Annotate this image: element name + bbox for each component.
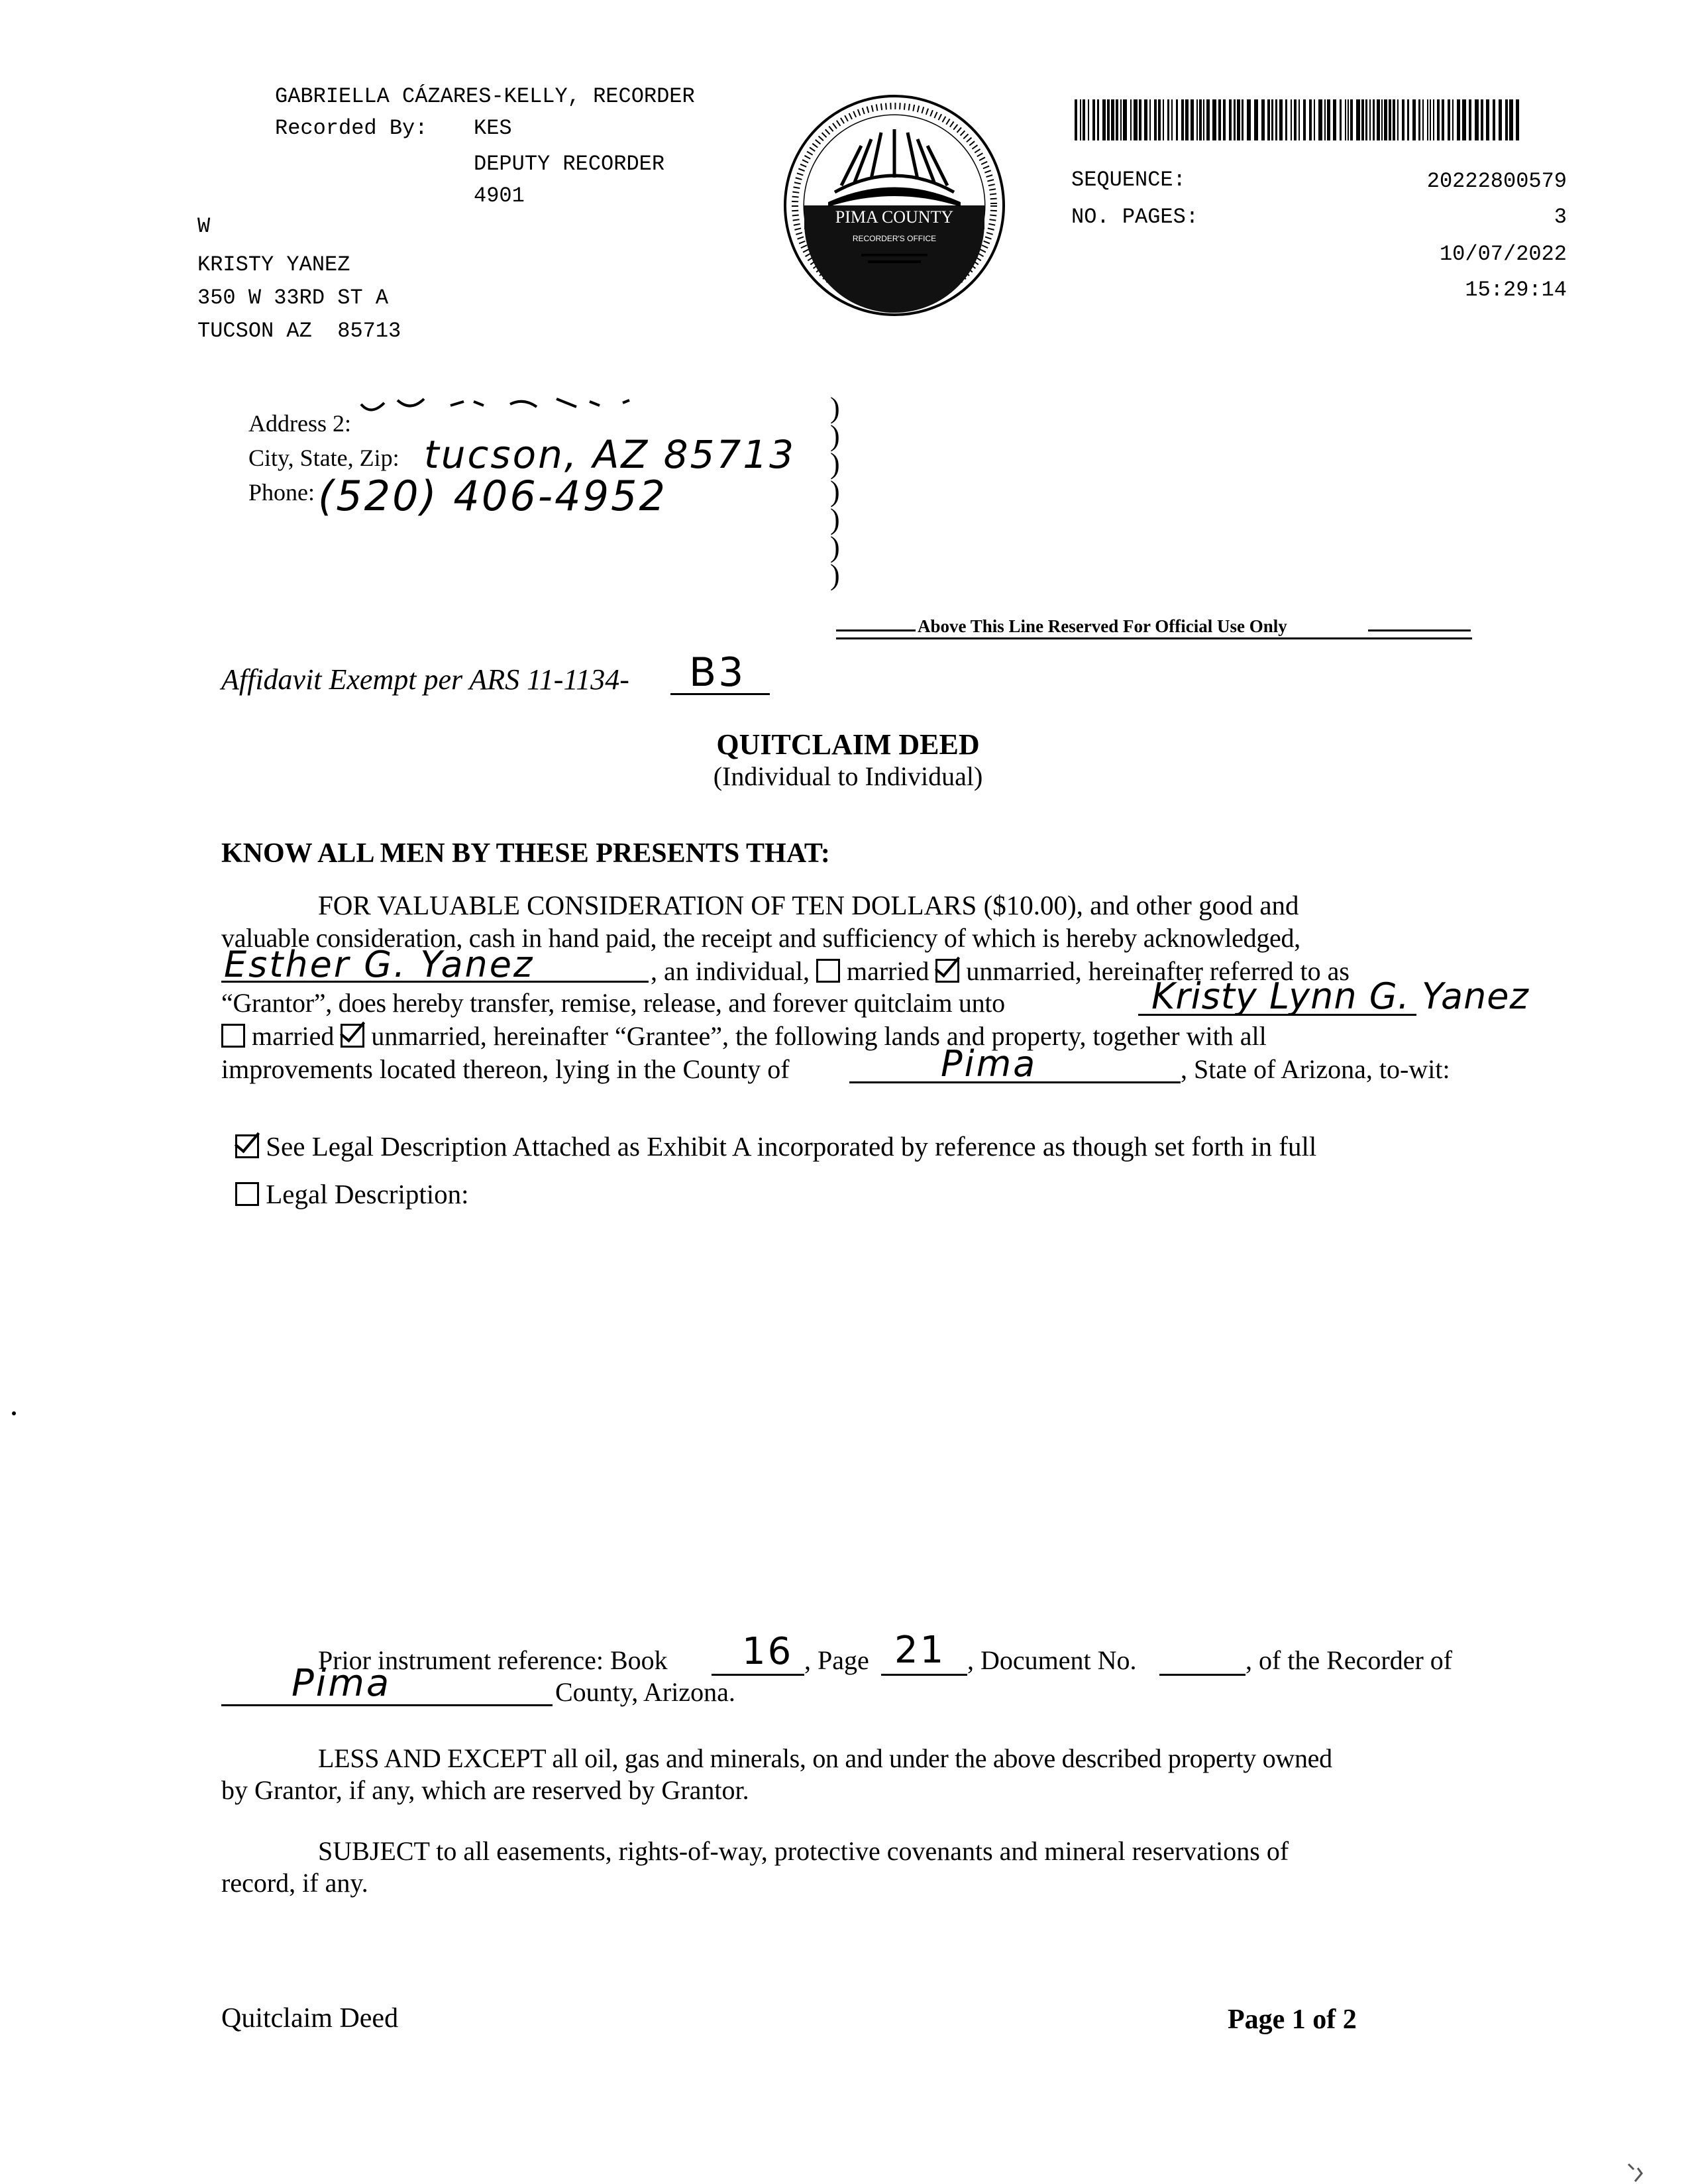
body-line-6: improvements located thereon, lying in the County of (221, 1054, 790, 1084)
footer-page-number: Page 1 of 2 (1228, 2004, 1357, 2035)
grantee-unmarried-text: unmarried, hereinafter “Grantee”, the following lands and property, together with all (371, 1021, 1267, 1051)
document-subtitle: (Individual to Individual) (713, 761, 983, 791)
barcode-bar (1206, 99, 1210, 140)
address2-label: Address 2: (248, 410, 351, 437)
barcode-bar (1080, 99, 1081, 140)
grantor-name: Esther G. Yanez (224, 944, 535, 985)
barcode-bar (1516, 99, 1519, 140)
seal-text-top: PIMA COUNTY (835, 207, 954, 227)
barcode-bar (1340, 99, 1342, 140)
know-all-heading: KNOW ALL MEN BY THESE PRESENTS THAT: (221, 838, 830, 869)
barcode-bar (1462, 99, 1466, 140)
phone-label: Phone: (248, 479, 315, 506)
barcode-bar (1185, 99, 1189, 140)
barcode-bar (1092, 99, 1095, 140)
barcode-bar (1381, 99, 1383, 140)
body-line-1: FOR VALUABLE CONSIDERATION OF TEN DOLLARS ($10.00), and other good and (318, 890, 1299, 920)
body-line-2: valuable consideration, cash in hand paid, the receipt and sufficiency of which is hereby acknowledged, (221, 923, 1300, 953)
page-value: 21 (894, 1629, 946, 1672)
grantor-married-checkbox[interactable] (816, 959, 840, 983)
barcode-bar (1247, 99, 1251, 140)
barcode-bar (1171, 99, 1173, 140)
prior-label: Prior instrument reference: Book (318, 1645, 668, 1675)
barcode-bar (1083, 99, 1085, 140)
barcode-bar (1191, 99, 1194, 140)
legal-option-1 (235, 1130, 1316, 1162)
barcode-bar (1199, 99, 1202, 140)
barcode-bar (1333, 99, 1336, 140)
barcode-bar (1154, 99, 1157, 140)
document-title: QUITCLAIM DEED (716, 728, 980, 761)
barcode-bar (1481, 99, 1483, 140)
grantee-name: Kristy Lynn G. Yanez (1151, 975, 1529, 1017)
recorder-name: GABRIELLA CÁZARES-KELLY, RECORDER (275, 84, 695, 109)
individual-text: , an individual, (651, 956, 810, 986)
barcode-bar (1097, 99, 1099, 140)
barcode-bar (1116, 99, 1118, 140)
barcode-bar (1389, 99, 1391, 140)
less-line-2: by Grantor, if any, which are reserved by Grantor. (221, 1775, 749, 1805)
barcode-bar (1075, 99, 1077, 140)
barcode-bar (1149, 99, 1151, 140)
barcode-bar (1291, 99, 1292, 140)
recorded-by-label: Recorded By: (275, 116, 428, 140)
deputy-title: DEPUTY RECORDER (474, 152, 665, 176)
phone-value: (520) 406-4952 (318, 472, 667, 520)
barcode-bar (1350, 99, 1353, 140)
affidavit-underline (670, 693, 770, 695)
body-line-4: “Grantor”, does hereby transfer, remise, release, and forever quitclaim unto (221, 988, 1005, 1018)
barcode-bar (1107, 99, 1110, 140)
barcode-bar (1196, 99, 1198, 140)
barcode-bar (1163, 99, 1164, 140)
barcode-bar (1234, 99, 1236, 140)
barcode-bar (1102, 99, 1106, 140)
pages-value: 3 (1554, 205, 1567, 229)
return-city (197, 315, 401, 347)
barcode (1075, 99, 1525, 140)
county-value: Pima (941, 1043, 1037, 1085)
csz-label: City, State, Zip: (248, 445, 399, 471)
barcode-bar (1369, 99, 1371, 140)
affidavit-label: Affidavit Exempt per ARS 11-1134- (221, 663, 629, 696)
grantor-married-label: married (846, 956, 929, 986)
grantor-unmarried-checkbox[interactable] (935, 959, 959, 983)
legal-attached-checkbox[interactable] (235, 1134, 259, 1158)
barcode-bar (1324, 99, 1326, 140)
grantee-married-label: married (252, 1021, 335, 1051)
barcode-bar (1430, 99, 1431, 140)
barcode-bar (1505, 99, 1508, 140)
barcode-bar (1279, 99, 1283, 140)
barcode-bar (1134, 99, 1138, 140)
doc-underline (1159, 1674, 1246, 1676)
grantee-unmarried-checkbox[interactable] (341, 1024, 364, 1048)
sequence-label: SEQUENCE: (1071, 168, 1186, 192)
right-parens: ) ) ) ) ) ) ) (830, 392, 840, 591)
reserved-rule-left (836, 629, 916, 631)
barcode-bar (1448, 99, 1450, 140)
barcode-bar (1123, 99, 1127, 140)
barcode-bar (1144, 99, 1147, 140)
sequence-value: 20222800579 (1426, 169, 1567, 193)
reserved-rule (836, 637, 1472, 639)
body-line-5 (221, 1020, 1267, 1052)
barcode-bar (1261, 99, 1265, 140)
barcode-bar (1294, 99, 1297, 140)
legal-option-2 (235, 1178, 469, 1210)
reserved-line-text: Above This Line Reserved For Official Use Only (918, 616, 1287, 636)
barcode-bar (1212, 99, 1216, 140)
subject-line-1: SUBJECT to all easements, rights-of-way, protective covenants and mineral reservations of (318, 1836, 1289, 1866)
return-name: KRISTY YANEZ (197, 252, 350, 277)
barcode-bar (1120, 99, 1122, 140)
barcode-bar (1427, 99, 1428, 140)
barcode-bar (1111, 99, 1114, 140)
barcode-bar (1303, 99, 1306, 140)
prior-county-value: Pima (292, 1662, 392, 1705)
barcode-bar (1457, 99, 1460, 140)
barcode-bar (1285, 99, 1287, 140)
w-mark: W (197, 214, 211, 239)
legal-description-checkbox[interactable] (235, 1182, 259, 1206)
barcode-bar (1433, 99, 1434, 140)
barcode-bar (1318, 99, 1322, 140)
of-recorder-label: , of the Recorder of (1246, 1645, 1453, 1675)
barcode-bar (1356, 99, 1360, 140)
return-street: 350 W 33RD ST A (197, 286, 389, 310)
legal-attached-label: See Legal Description Attached as Exhibit A incorporated by reference as though set forth in full (266, 1131, 1317, 1162)
barcode-bar (1254, 99, 1258, 140)
footer-left: Quitclaim Deed (221, 2003, 399, 2034)
page-underline (881, 1674, 967, 1676)
return-zip: 85713 (337, 319, 401, 343)
barcode-bar (1373, 99, 1375, 140)
grantee-underline (1138, 1014, 1416, 1016)
subject-line-2: record, if any. (221, 1868, 368, 1898)
csz-value: tucson, AZ 85713 (424, 432, 796, 477)
barcode-bar (1203, 99, 1204, 140)
barcode-bar (1167, 99, 1169, 140)
barcode-bar (1407, 99, 1409, 140)
recorded-by-value: KES (474, 116, 512, 140)
barcode-bar (1499, 99, 1502, 140)
barcode-bar (1422, 99, 1424, 140)
barcode-bar (1469, 99, 1471, 140)
less-line-1: LESS AND EXCEPT all oil, gas and minerals, on and under the above described property owned (318, 1743, 1332, 1773)
barcode-bar (1223, 99, 1226, 140)
recording-time: 15:29:14 (1465, 278, 1567, 302)
grantor-unmarried-text: unmarried, hereinafter referred to as (966, 956, 1350, 986)
body-line-6-state: , State of Arizona, to-wit: (1181, 1054, 1450, 1084)
grantee-married-checkbox[interactable] (221, 1024, 245, 1048)
barcode-bar (1348, 99, 1349, 140)
return-city-text: TUCSON AZ (197, 319, 312, 343)
deputy-number: 4901 (474, 184, 525, 208)
barcode-bar (1452, 99, 1454, 140)
barcode-bar (1397, 99, 1399, 140)
barcode-bar (1377, 99, 1380, 140)
barcode-bar (1271, 99, 1273, 140)
seal-text-bottom: RECORDER'S OFFICE (852, 234, 937, 243)
barcode-bar (1345, 99, 1346, 140)
legal-description-label: Legal Description: (266, 1179, 469, 1209)
barcode-bar (1088, 99, 1089, 140)
barcode-bar (1384, 99, 1387, 140)
barcode-bar (1237, 99, 1240, 140)
barcode-bar (1402, 99, 1404, 140)
corner-mark (1622, 2160, 1648, 2184)
barcode-bar (1486, 99, 1489, 140)
barcode-bar (1130, 99, 1132, 140)
recording-date: 10/07/2022 (1439, 242, 1567, 266)
barcode-bar (1442, 99, 1444, 140)
page-label: , Page (804, 1645, 869, 1675)
barcode-bar (1314, 99, 1315, 140)
barcode-bar (1309, 99, 1312, 140)
barcode-bar (1365, 99, 1367, 140)
prior-county-suffix: County, Arizona. (555, 1677, 735, 1707)
barcode-bar (1327, 99, 1330, 140)
pima-county-seal (782, 93, 1007, 318)
barcode-bar (1242, 99, 1244, 140)
reserved-rule-right (1368, 629, 1471, 631)
barcode-bar (1229, 99, 1232, 140)
barcode-bar (1176, 99, 1178, 140)
crossed-scribble (358, 392, 669, 419)
barcode-bar (1139, 99, 1141, 140)
doc-label: , Document No. (967, 1645, 1137, 1675)
book-underline (712, 1674, 804, 1676)
barcode-bar (1493, 99, 1495, 140)
barcode-bar (1218, 99, 1221, 140)
barcode-bar (1275, 99, 1277, 140)
barcode-bar (1509, 99, 1513, 140)
barcode-bar (1393, 99, 1395, 140)
barcode-bar (1158, 99, 1161, 140)
grantor-underline (221, 981, 649, 983)
barcode-bar (1475, 99, 1479, 140)
affidavit-value: B3 (689, 649, 746, 696)
pages-label: NO. PAGES: (1071, 205, 1199, 229)
barcode-bar (1418, 99, 1420, 140)
barcode-bar (1412, 99, 1416, 140)
book-value: 16 (742, 1630, 794, 1673)
barcode-bar (1181, 99, 1184, 140)
barcode-bar (1361, 99, 1364, 140)
barcode-bar (1298, 99, 1300, 140)
barcode-bar (1437, 99, 1440, 140)
barcode-bar (1267, 99, 1270, 140)
scan-speck (12, 1411, 16, 1415)
